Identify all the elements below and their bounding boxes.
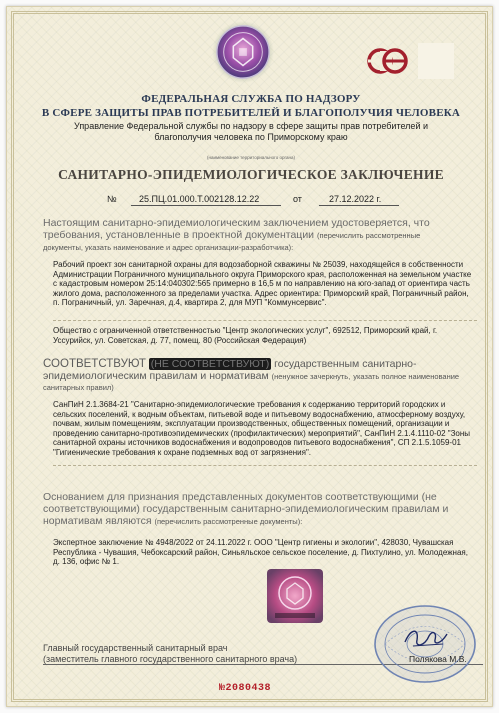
se-logo-icon — [365, 46, 411, 76]
sanepid-logo — [362, 43, 414, 79]
not-conform-struck: (НЕ СООТВЕТСТВУЮТ) — [150, 358, 270, 370]
separator — [53, 465, 477, 466]
certificate-sheet — [6, 6, 493, 707]
developer-info: Общество с ограниченной ответственностью "Центр экологических услуг", 692512, Приморский край, г. Уссурийск, ул. Советская, д. 77, помещ. 80 (Российская Федерация) — [53, 326, 438, 345]
conformity-statement — [43, 359, 473, 394]
department-hint: (наименование территориального органа) — [206, 155, 296, 160]
conformity-rest: государственным санитарно-эпидемиологическим правилам и нормативам — [43, 358, 417, 382]
from-label: от — [293, 194, 302, 204]
date-underline — [319, 205, 399, 206]
intro-paragraph — [43, 217, 473, 242]
intro-hint: документы, указать наименование и адрес организации-разработчика): — [43, 243, 294, 252]
agency-title-line2: В СФЕРЕ ЗАЩИТЫ ПРАВ ПОТРЕБИТЕЛЕЙ И БЛАГОПОЛУЧИЯ ЧЕЛОВЕКА — [41, 107, 461, 119]
logo-blank-field — [418, 43, 454, 79]
basis-paragraph — [43, 491, 473, 528]
document-title: САНИТАРНО-ЭПИДЕМИОЛОГИЧЕСКОЕ ЗАКЛЮЧЕНИЕ — [58, 167, 444, 182]
sanitary-rules: СанПиН 2.1.3684-21 "Санитарно-эпидемиологические требования к содержанию территорий городских и сельских поселений, к водным объектам, питьевой воде и питьевому водоснабжению, атмосферному воздуху, почвам, жилым помещениям, эксплуатации производственных, общественных помещений, организации и проведению санитарно-противоэпидемических (профилактических) мероприятий", СанПиН 2.1.4.1110-02 "Зоны санитарной охраны источников водоснабжения и водопроводов питьевого водоснабжения", СП 2.1.5.1059-01 "Гигиенические требования к охране подземных вод от загрязнения". — [53, 400, 471, 457]
emblem-area — [205, 17, 281, 87]
conformity-hint: (ненужное зачеркнуть, — [271, 371, 351, 381]
signer-position-line1: Главный государственный санитарный врач — [43, 643, 228, 653]
handwritten-signature — [401, 622, 451, 652]
project-description: Рабочий проект зон санитарной охраны для водозаборной скважины № 25039, находящейся в собственности Администрации Пограничного муниципального округа Приморского края, расположенная на земельном участке с кадастровым номером 25:14:040302:565 примерно в 16,5 м по направлению на юго-запад от ориентира часть жилого дома, расположенного за пределами участка. Адрес ориентира: Приморский край, Пограничный район, п. Пограничный, ул. Заречная, д.4, квартира 2, для МУП "Коммунсервис". — [53, 260, 472, 308]
registration-date: 27.12.2022 г. — [329, 194, 382, 204]
number-symbol: № — [107, 194, 117, 204]
department-name: Управление Федеральной службы по надзору в сфере защиты прав потребителей и благополучия человека по Приморскому краю — [74, 121, 428, 142]
number-underline — [131, 205, 281, 206]
basis-hint: (перечислить рассмотренные документы): — [154, 517, 303, 526]
conform-word: СООТВЕТСТВУЮТ — [43, 358, 146, 370]
separator — [53, 320, 477, 321]
serial-number: №2080438 — [219, 683, 272, 694]
intro-inline-hint: (перечислить рассмотренные — [316, 231, 421, 240]
intro-text: Настоящим санитарно-эпидемиологическим заключением удостоверяется, что требования, установленные в проектной документации — [43, 217, 430, 241]
expertise-info: Экспертное заключение № 4948/2022 от 24.11.2022 г. ООО "Центр гигиены и экологии", 428030, Чувашская Республика - Чувашия, Чебоксарский район, Синьяльское сельское поселение, д. Пихтулино, ул. Молодежная, д. 136, офис № 1. — [53, 538, 468, 567]
signer-position-line2: (заместитель главного государственного санитарного врача) — [43, 654, 298, 664]
conformity-hint-cont: указать полное наименование санитарных правил) — [43, 371, 460, 392]
signer-position — [43, 643, 363, 665]
agency-title-line1: ФЕДЕРАЛЬНАЯ СЛУЖБА ПО НАДЗОРУ — [141, 93, 361, 105]
registration-number: 25.ПЦ.01.000.Т.002128.12.22 — [139, 194, 260, 204]
basis-text: Основанием для признания представленных документов соответствующими (не соответствующими) государственным санитарно-эпидемиологическим правилам и нормативам являются — [43, 491, 449, 527]
signer-name: Полякова М.В. — [409, 654, 467, 664]
registration-line — [97, 194, 417, 206]
rospotrebnadzor-emblem-icon — [214, 23, 272, 81]
hologram-seal-icon — [265, 567, 325, 625]
